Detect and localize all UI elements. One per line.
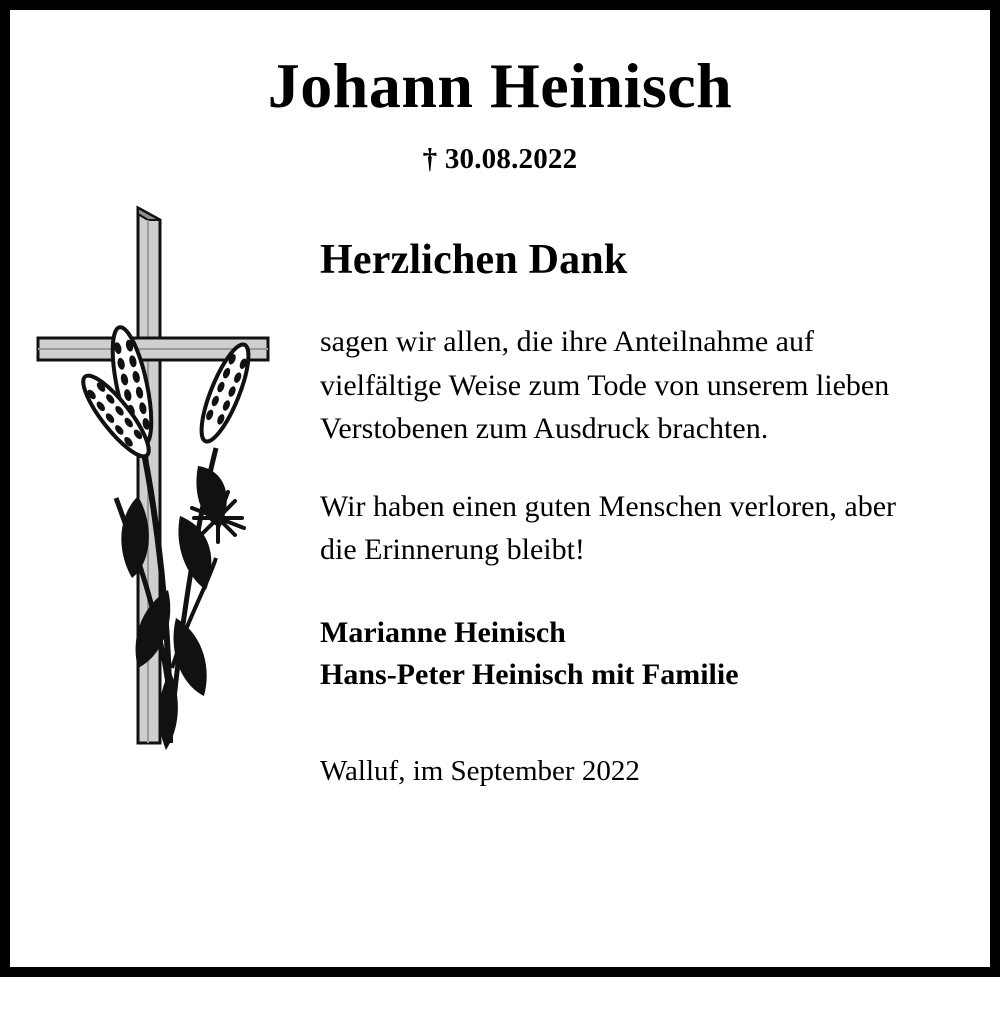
thanks-paragraph-1: sagen wir allen, die ihre Anteilnahme auf vielfältige Weise zum Tode von unserem lieben Verstobenen zum Ausdruck brachten. [320, 325, 890, 446]
thanks-paragraph-2: Wir haben einen guten Menschen verloren, aber die Erinnerung bleibt! [320, 489, 897, 567]
list-item: Hans-Peter Heinisch mit Familie [320, 658, 739, 692]
thanks-heading: Herzlichen Dank [320, 237, 628, 284]
place-and-date: Walluf, im September 2022 [320, 754, 640, 787]
death-date: † 30.08.2022 [422, 143, 578, 176]
cross-with-wheat-and-cornflower-icon [20, 198, 290, 758]
page-title: Johann Heinisch [267, 50, 733, 121]
survivors-list [320, 612, 970, 697]
obituary-body [10, 198, 990, 898]
obituary-text-column [320, 198, 970, 788]
obituary-inner [10, 52, 990, 1009]
list-item: Marianne Heinisch [320, 615, 566, 649]
